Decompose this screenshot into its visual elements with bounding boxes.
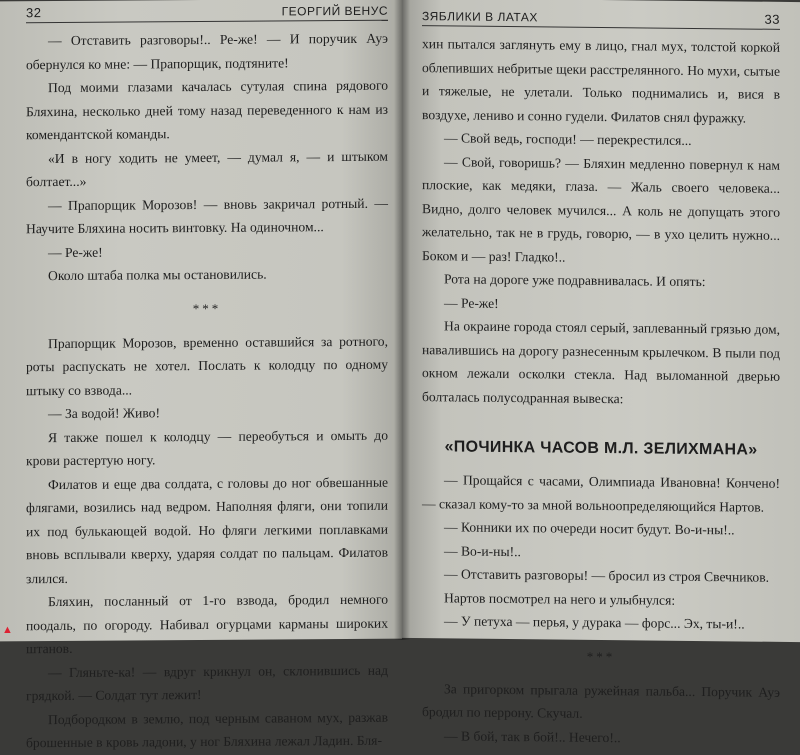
- paragraph: — Свой ведь, господи! — перекрестился...: [444, 130, 692, 148]
- paragraph: — У петуха — перья, у дурака — форс... Эх, ты-и!..: [444, 613, 745, 632]
- paragraph: — Прощайся с часами, Олимпиада Ивановна! Кончено! — сказал кому-то за мной вольноопределяющийся Нартов.: [422, 472, 780, 515]
- paragraph: — Прапорщик Морозов! — вновь закричал ротный. — Научите Бляхина носить винтовку. На одиночном...: [26, 195, 388, 237]
- paragraph: — Во-и-ны!..: [444, 542, 521, 559]
- section-separator: ***: [192, 300, 222, 316]
- paragraph: Прапорщик Морозов, временно оставшийся за ротного, роты распускать не хотел. Послать к колодцу по одному штыку со взвода...: [26, 333, 388, 398]
- paragraph: Под моими глазами качалась сутулая спина рядового Бляхина, несколько дней тому назад переведенного к нам из комендантской команды.: [26, 77, 388, 143]
- right-page: [402, 0, 800, 745]
- paragraph: — Ре-же!: [444, 294, 499, 311]
- shop-sign-heading: «ПОЧИНКА ЧАСОВ М.Л. ЗЕЛИХМАНА»: [444, 438, 758, 459]
- paragraph: Подбородком в землю, под черным саваном мух, разжав брошенные в кровь ладони, у ног Бляхина лежал Ладин. Бля-: [26, 709, 388, 751]
- paragraph: — Конники их по очереди носит будут. Во-и-ны!..: [444, 519, 735, 538]
- paragraph: «И в ногу ходить не умеет, — думал я, — и штыком болтает...»: [26, 148, 388, 190]
- paragraph: Я также пошел к колодцу — переобуться и омыть до крови растертую ногу.: [26, 427, 388, 469]
- paragraph: — Гляньте-ка! — вдруг крикнул он, склонившись над грядкой. — Солдат тут лежит!: [26, 662, 388, 704]
- paragraph: Филатов и еще два солдата, с головы до ног обвешанные флягами, возились над ведром. Наполняя фляги, они топили их под булькающей водой. Но фляги легкими поплавками вновь всплывали кверху, ударяя солдат по пальцам. Филатов злился.: [26, 474, 388, 586]
- right-page-number: 33: [764, 11, 780, 27]
- left-page: [0, 0, 402, 751]
- left-running-title: ГЕОРГИЙ ВЕНУС: [281, 3, 388, 19]
- paragraph: Около штаба полка мы остановились.: [48, 266, 267, 284]
- paragraph: Бляхин, посланный от 1-го взвода, бродил немного поодаль, по огороду. Набивал огурцами карманы широких штанов.: [26, 591, 388, 657]
- paragraph: — Отставить разговоры! — бросил из строя Свечников.: [444, 566, 770, 585]
- paragraph: — Свой, говоришь? — Бляхин медленно повернул к нам плоские, как медяки, глаза. — Жаль своего человека... Видно, долго человек мучился... А коль не допущать этого желательно, так не в грудь, говорю, — в ухо целить нужно... Боком и — раз! Гладко!..: [422, 153, 780, 265]
- paragraph: — Ре-же!: [48, 244, 103, 260]
- book-gutter-shadow: [394, 0, 410, 640]
- right-running-title: ЗЯБЛИКИ В ЛАТАХ: [422, 9, 538, 25]
- paragraph: — За водой! Живо!: [48, 405, 160, 422]
- paragraph: Нартов посмотрел на него и улыбнулся:: [444, 589, 676, 608]
- paragraph: — Отставить разговоры!.. Ре-же! — И поручик Ауэ обернулся ко мне: — Прапорщик, подтяните!: [26, 30, 388, 72]
- left-page-number: 32: [26, 5, 42, 21]
- left-running-head: [26, 3, 388, 24]
- paragraph: Рота на дороге уже подравнивалась. И опять:: [444, 271, 706, 290]
- paragraph: хин пытался заглянуть ему в лицо, гнал мух, толстой коркой облепивших небритые щеки расстрелянного. Но мухи, сытые и тяжелые, не улетали. Только поднимались и, вися в воздухе, лениво и сонно гудели. Филатов снял фуражку.: [422, 36, 780, 126]
- paragraph: За пригорком прыгала ружейная пальба... Поручик Ауэ бродил по перрону. Скучал.: [422, 680, 780, 721]
- right-running-head: [422, 8, 780, 30]
- paragraph: — В бой, так в бой!.. Нечего!..: [444, 727, 621, 745]
- paragraph: На окраине города стоял серый, заплеванный грязью дом, навалившись на дорогу разнесенным крылечком. В пыли под окном лежали осколки стекла. Над выломанной дверью болталась полусодранная вывеска:: [422, 318, 780, 406]
- corner-marker-icon: ▲: [2, 624, 13, 636]
- section-separator: ***: [586, 648, 616, 664]
